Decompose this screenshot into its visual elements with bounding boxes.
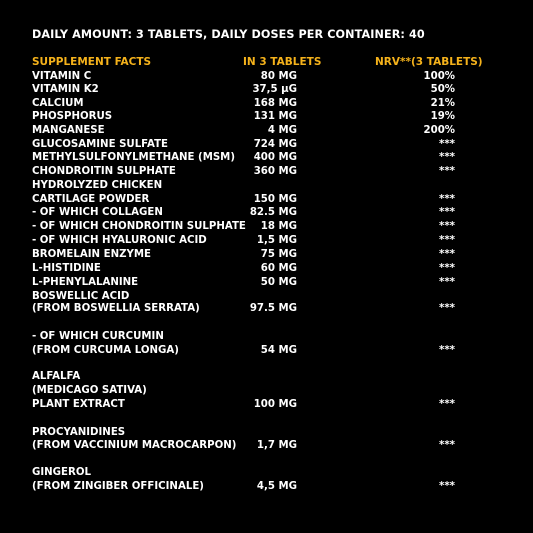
ingredient-name: (FROM ZINGIBER OFFICINALE) xyxy=(32,481,204,492)
ingredient-amount: 168 MG xyxy=(253,98,297,109)
ingredient-nrv: *** xyxy=(439,139,455,150)
table-row xyxy=(0,138,533,151)
ingredient-nrv: *** xyxy=(439,303,455,314)
ingredient-nrv: *** xyxy=(439,249,455,260)
ingredient-nrv: *** xyxy=(439,263,455,274)
ingredient-amount: 360 MG xyxy=(253,166,297,177)
ingredient-nrv: 21% xyxy=(430,98,455,109)
table-row xyxy=(0,439,533,452)
ingredient-nrv: 19% xyxy=(430,111,455,122)
ingredient-amount: 4,5 MG xyxy=(256,481,297,492)
table-row xyxy=(0,193,533,206)
ingredient-nrv: *** xyxy=(439,481,455,492)
ingredient-amount: 4 MG xyxy=(267,125,297,136)
ingredient-amount: 97.5 MG xyxy=(249,303,297,314)
table-row xyxy=(0,370,533,383)
table-row xyxy=(0,426,533,439)
ingredient-name: CALCIUM xyxy=(32,98,84,109)
table-row xyxy=(0,276,533,289)
ingredient-amount: 150 MG xyxy=(253,194,297,205)
table-row xyxy=(0,398,533,411)
table-row xyxy=(0,151,533,164)
ingredient-nrv: *** xyxy=(439,399,455,410)
ingredient-name: L-PHENYLALANINE xyxy=(32,277,139,288)
ingredient-nrv: *** xyxy=(439,235,455,246)
ingredient-amount: 54 MG xyxy=(260,345,297,356)
ingredient-name: METHYLSULFONYLMETHANE (MSM) xyxy=(32,152,235,163)
ingredient-nrv: *** xyxy=(439,194,455,205)
ingredient-name: L-HISTIDINE xyxy=(32,263,101,274)
ingredient-amount: 1,7 MG xyxy=(256,440,297,451)
ingredient-amount: 724 MG xyxy=(253,139,297,150)
ingredient-name: (FROM VACCINIUM MACROCARPON) xyxy=(32,440,237,451)
amount-column-heading: IN 3 TABLETS xyxy=(243,56,322,68)
ingredient-nrv: 200% xyxy=(423,125,455,136)
ingredient-name: GINGEROL xyxy=(32,467,91,478)
supplement-facts-heading: SUPPLEMENT FACTS xyxy=(32,56,152,68)
nrv-column-heading: NRV**(3 TABLETS) xyxy=(375,56,483,68)
ingredient-nrv: *** xyxy=(439,277,455,288)
table-row xyxy=(0,220,533,233)
table-row xyxy=(0,206,533,219)
table-row xyxy=(0,97,533,110)
table-row xyxy=(0,248,533,261)
ingredient-name: (FROM CURCUMA LONGA) xyxy=(32,345,179,356)
ingredient-nrv: *** xyxy=(439,221,455,232)
ingredient-nrv: 50% xyxy=(430,84,455,95)
ingredient-name: - OF WHICH CHONDROITIN SULPHATE xyxy=(32,221,246,232)
ingredient-amount: 82.5 MG xyxy=(249,207,297,218)
table-row xyxy=(0,330,533,343)
ingredient-amount: 50 MG xyxy=(260,277,297,288)
ingredient-name: ALFALFA xyxy=(32,371,81,382)
ingredient-amount: 37,5 µG xyxy=(252,84,297,95)
ingredient-nrv: *** xyxy=(439,345,455,356)
ingredient-nrv: 100% xyxy=(423,71,455,82)
ingredient-name: - OF WHICH HYALURONIC ACID xyxy=(32,235,207,246)
ingredient-name: BROMELAIN ENZYME xyxy=(32,249,151,260)
ingredient-name: - OF WHICH CURCUMIN xyxy=(32,331,164,342)
ingredient-name: PHOSPHORUS xyxy=(32,111,113,122)
ingredient-name: BOSWELLIC ACID xyxy=(32,291,130,302)
ingredient-name: MANGANESE xyxy=(32,125,105,136)
ingredient-nrv: *** xyxy=(439,152,455,163)
ingredient-name: PLANT EXTRACT xyxy=(32,399,125,410)
ingredient-name: (MEDICAGO SATIVA) xyxy=(32,385,147,396)
ingredient-nrv: *** xyxy=(439,440,455,451)
ingredient-name: (FROM BOSWELLIA SERRATA) xyxy=(32,303,200,314)
table-row xyxy=(0,124,533,137)
ingredient-name: CARTILAGE POWDER xyxy=(32,194,150,205)
ingredient-amount: 80 MG xyxy=(260,71,297,82)
ingredient-amount: 131 MG xyxy=(253,111,297,122)
ingredient-amount: 400 MG xyxy=(253,152,297,163)
ingredient-name: VITAMIN K2 xyxy=(32,84,99,95)
table-row xyxy=(0,466,533,479)
table-row xyxy=(0,70,533,83)
ingredient-name: PROCYANIDINES xyxy=(32,427,126,438)
table-row xyxy=(0,384,533,397)
ingredient-nrv: *** xyxy=(439,166,455,177)
ingredient-nrv: *** xyxy=(439,207,455,218)
table-row xyxy=(0,480,533,493)
ingredient-amount: 100 MG xyxy=(253,399,297,410)
table-row xyxy=(0,110,533,123)
table-row xyxy=(0,262,533,275)
ingredient-amount: 18 MG xyxy=(260,221,297,232)
table-row xyxy=(0,234,533,247)
ingredient-name: GLUCOSAMINE SULFATE xyxy=(32,139,168,150)
ingredient-name: CHONDROITIN SULPHATE xyxy=(32,166,176,177)
table-row xyxy=(0,344,533,357)
ingredient-amount: 60 MG xyxy=(260,263,297,274)
ingredient-name: VITAMIN C xyxy=(32,71,92,82)
ingredient-name: - OF WHICH COLLAGEN xyxy=(32,207,163,218)
table-row xyxy=(0,83,533,96)
daily-amount-header: DAILY AMOUNT: 3 TABLETS, DAILY DOSES PER CONTAINER: 40 xyxy=(32,28,425,41)
ingredient-name: HYDROLYZED CHICKEN xyxy=(32,180,163,191)
table-row xyxy=(0,179,533,192)
table-row xyxy=(0,302,533,315)
table-row xyxy=(0,165,533,178)
ingredient-amount: 75 MG xyxy=(260,249,297,260)
ingredient-amount: 1,5 MG xyxy=(256,235,297,246)
